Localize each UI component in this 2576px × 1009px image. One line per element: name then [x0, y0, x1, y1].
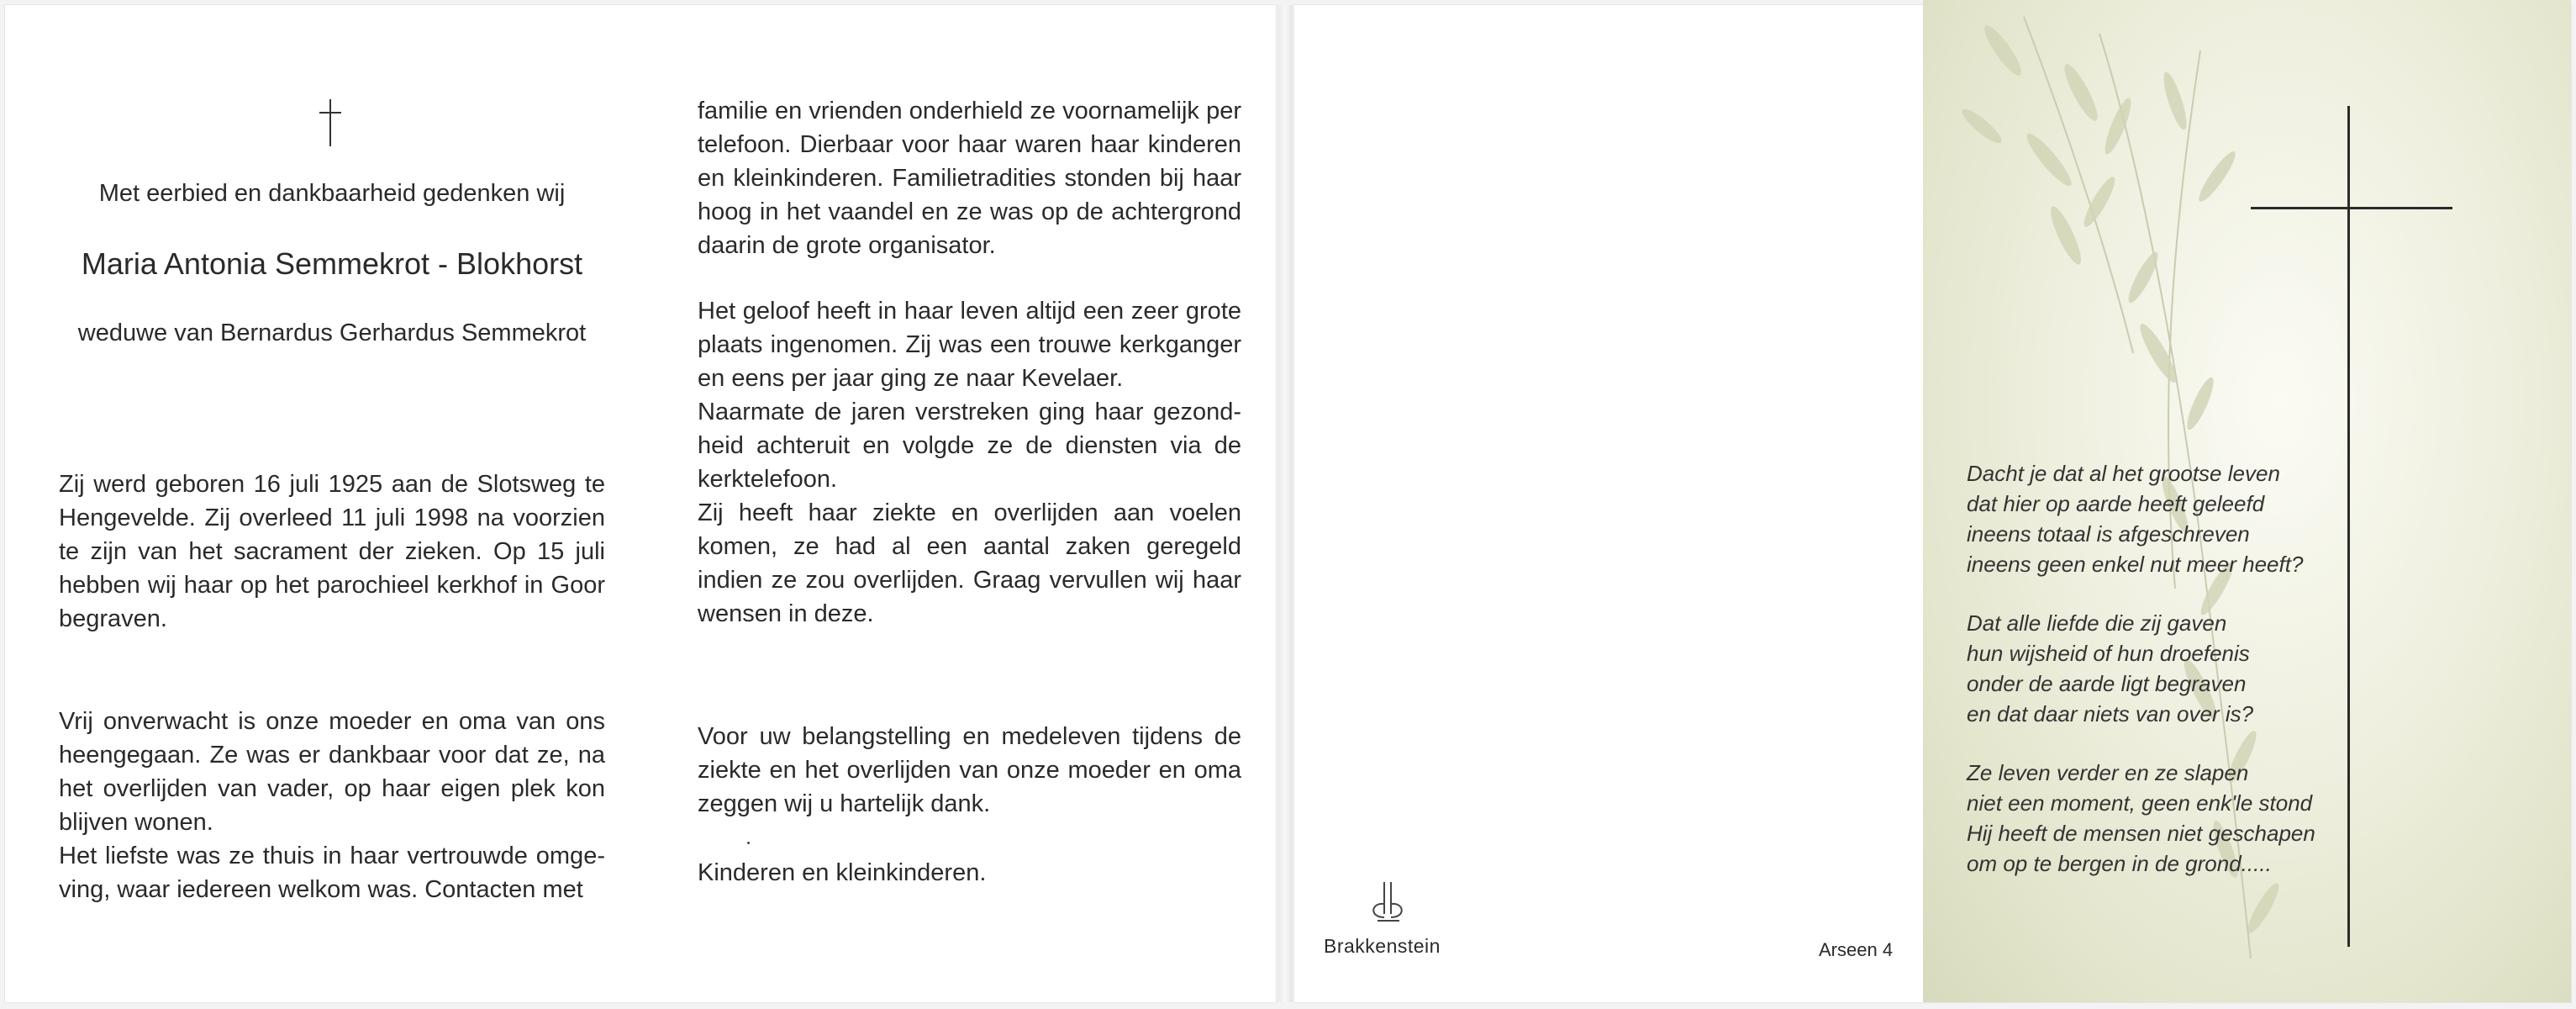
poem-stanza-2 [1967, 608, 2404, 729]
card-code: Arseen 4 [1819, 939, 1894, 960]
poem-line: en dat daar niets van over is? [1967, 701, 2254, 726]
poem-line: om op te bergen in de grond..... [1967, 851, 2272, 876]
paragraph-home: Het liefste was ze thuis in haar vertrouwde omgeving, waar iedereen welkom was. Contacten met [59, 843, 605, 903]
left-text-column [59, 468, 605, 906]
paragraph-illness: Zij heeft haar ziekte en overlijden aan voelen komen, ze had al een aantal zaken geregeld indien ze zou overlijden. Graag vervullen wij haar wensen in deze. [698, 499, 1241, 627]
poem-line: onder de aarde ligt begraven [1967, 671, 2247, 696]
memorial-header [59, 177, 605, 350]
intro-line: Met eerbied en dankbaarheid gedenken wij [98, 180, 566, 207]
print-speck [747, 842, 750, 844]
paragraph-thanks: Voor uw belangstelling en medeleven tijdens de ziekte en het overlijden van onze moeder en oma zeggen wij u hartelijk dank. [698, 723, 1241, 817]
poem-line: Dat alle liefde die zij gaven [1967, 610, 2227, 636]
poem-line: hun wijsheid of hun droefenis [1967, 641, 2250, 666]
right-text-column [698, 94, 1241, 890]
paragraph-death: Vrij onverwacht is onze moeder en oma van ons heengegaan. Ze was er dankbaar voor dat ze, na het overlijden van vader, op haar eigen plek kon blijven wonen. [59, 708, 605, 836]
deceased-name: Maria Antonia Semmekrot - Blokhorst [81, 246, 583, 281]
poem-line: Dacht je dat al het grootse leven [1967, 461, 2280, 486]
publisher-name: Brakkenstein [1324, 935, 1441, 957]
poem-line: Hij heeft de mensen niet geschapen [1967, 821, 2315, 846]
poem-line: Ze leven verder en ze slapen [1967, 760, 2249, 785]
poem-stanza-3 [1967, 758, 2404, 879]
poem-line: ineens totaal is afgeschreven [1967, 521, 2250, 547]
paragraph-gap [698, 631, 1241, 720]
paragraph-faith: Het geloof heeft in haar leven altijd een zeer grote plaats ingenomen. Zij was een trouwe kerkganger en eens per jaar ging ze naar Kevelaer. [698, 298, 1241, 392]
poem-line: dat hier op aarde heeft geleefd [1967, 491, 2265, 516]
widow-line: weduwe van Bernardus Gerhardus Semmekrot [77, 320, 587, 346]
brakkenstein-logo-icon [1359, 879, 1418, 926]
poem-stanza-1 [1967, 458, 2404, 579]
signoff: Kinderen en kleinkinderen. [698, 859, 987, 886]
poem [1967, 458, 2404, 907]
latin-cross-icon [329, 99, 331, 146]
card-fold [1277, 5, 1293, 1002]
paragraph-family: familie en vrienden onderhield ze voornamelijk per telefoon. Dierbaar voor haar waren haar kinderen en kleinkinderen. Familietradities stonden bij haar hoog in het vaandel en ze was op de achtergrond daarin de grote organisator. [698, 98, 1241, 259]
paragraph-gap [698, 262, 1241, 294]
publisher-block [1324, 879, 1458, 958]
poem-line: niet een moment, geen enk'le stond [1967, 790, 2313, 816]
poem-line: ineens geen enkel nut meer heeft? [1967, 552, 2304, 577]
paragraph-health: Naarmate de jaren verstreken ging haar gezondheid achteruit en volgde ze de diensten via de kerktelefoon. [698, 399, 1241, 493]
paragraph-gap [59, 636, 605, 705]
paragraph-birth: Zij werd geboren 16 juli 1925 aan de Slotsweg te Hengevelde. Zij overleed 11 juli 1998 na voorzien te zijn van het sacrament der zieken. Op 15 juli hebben wij haar op het parochieel kerkhof in Goor begraven. [59, 471, 605, 632]
